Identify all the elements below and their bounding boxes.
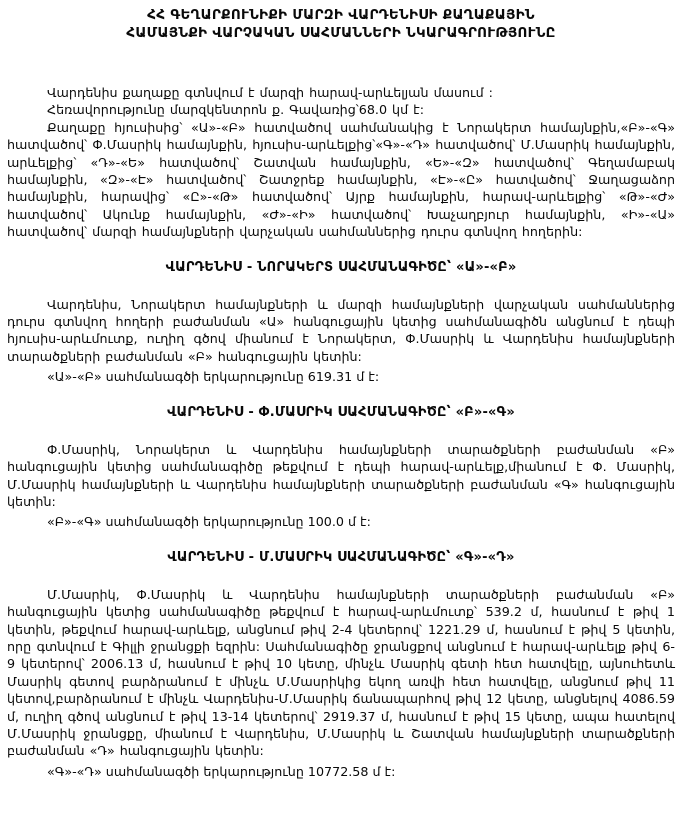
document-title-line-2: ՀԱՄԱՅՆՔԻ ՎԱՐՉԱԿԱՆ ՍԱՀՄԱՆՆԵՐԻ ՆԿԱՐԱԳՐՈՒԹՅՈՒՆԸ: [126, 25, 556, 41]
intro-paragraph-location: Վարդենիս քաղաքը գտնվում է մարզի հարավ-արևելյան մասում :: [47, 85, 493, 100]
section-body-norakert: Վարդենիս, Նորակերտ համայնքների և մարզի համայնքների վարչական սահմաններից դուրս գտնվող հողերի բաժանման «Ա» հանգուցային կետից սահմանագիծն անցնում է դեպի հյուսիս-արևմուտք, ուղիղ գծով միանում է Նորակերտ, Փ.Մասրիկ և Վարդենիս համայնքների տարածքների բաժանման «Բ» հանգուցային կետին:: [7, 296, 675, 364]
boundary-length-line-a-b: «Ա»-«Բ» սահմանագծի երկարությունը 619.31 մ է:: [47, 369, 380, 385]
section-p-masrik: [7, 405, 675, 531]
boundary-length-line-b-g: «Բ»-«Գ» սահմանագծի երկարությունը 100.0 մ է:: [47, 514, 371, 530]
section-heading-norakert: ՎԱՐԴԵՆԻՍ - ՆՈՐԱԿԵՐՏ ՍԱՀՄԱՆԱԳԻԾԸ՝ «Ա»-«Բ»: [165, 259, 517, 275]
section-body-m-masrik: Մ.Մասրիկ, Փ.Մասրիկ և Վարդենիս համայնքների տարածքների բաժանման «Բ» հանգուցային կետից սահմանագիծը թեքվում է հարավ-արևմուտք՝ 539.2 մ, հասնում է թիվ 1 կետին, թեքվում հարավ-արևելք, անցնում թիվ 2-4 կետերով՝ 1221.29 մ, հասնում է թիվ 5 կետին, որը գտնվում է Գիլլի ջրանցքի եզրին: Սահմանագիծը ջրանցքով անցնում է հարավ-արևելք թիվ 6-9 կետերով՝ 2006.13 մ, հասնում է թիվ 10 կետը, մինչև Մասրիկ գետի հետ հատվելը, այնուհետև Մասրիկ գետով բարձրանում է մինչև Մ.Մասրիկից եկող առվի հետ հատվելը, անցնում թիվ 11 կետով,բարձրանում է մինչև Վարդենիս-Մ.Մասրիկ ճանապարհով թիվ 12 կետը, անցնելով 4086.59 մ, ուղիղ գծով անցնում է թիվ 13-14 կետերով՝ 2919.37 մ, հասնում է թիվ 15 կետը, ապա հատելով Մ.Մասրիկ ջրանցքը, միանում է Վարդենիս, Մ.Մասրիկ և Շատվան համայնքների տարածքների բաժանման «Դ» հանգուցային կետին:: [7, 586, 675, 759]
boundary-length-line-g-d: «Գ»-«Դ» սահմանագծի երկարությունը 10772.58 մ է:: [47, 763, 396, 779]
section-norakert: [7, 260, 675, 386]
section-heading-m-masrik: ՎԱՐԴԵՆԻՍ - Մ.ՄԱՍՐԻԿ ՍԱՀՄԱՆԱԳԻԾԸ՝ «Գ»-«Դ»: [167, 549, 515, 565]
section-m-masrik: [7, 550, 675, 780]
intro-paragraph-borders: Քաղաքը հյուսիսից՝ «Ա»-«Բ» հատվածով սահմանակից է Նորակերտ համայնքին,«Բ»-«Գ» հատվածով՝ Փ.Մասրիկ համայնքին, հյուսիս-արևելքից՝«Գ»-«Դ» հատվածով՝ Մ.Մասրիկ համայնքին, արևելքից՝ «Դ»-«Ե» հատվածով՝ Շատվան համայնքին, «Ե»-«Զ» հատվածով՝ Գեղամաբակ համայնքին, «Զ»-«Է» հատվածով՝ Շատջրեք համայնքին, «Է»-«Ը» հատվածով՝ Ջաղացաձոր համայնքին, հարավից՝ «Ը»-«Թ» հատվածով՝ Այրք համայնքին, հարավ-արևելքից՝ «Թ»-«Ժ» հատվածով՝ Ակունք համայնքին, «Ժ»-«Ի» հատվածով՝ Խաչաղբյուր համայնքին, «Ի»-«Ա» հատվածով՝ մարզի համայնքների վարչական սահմաններից դուրս գտնվող հողերին:: [7, 119, 675, 240]
section-body-p-masrik: Փ.Մասրիկ, Նորակերտ և Վարդենիս համայնքների տարածքների բաժանման «Բ» հանգուցային կետից սահմանագիծը թեքվում է դեպի հարավ-արևելք,միանում է Փ. Մասրիկ, Մ.Մասրիկ համայնքների և Վարդենիս համայնքների տարածքների բաժանման «Գ» հանգուցային կետին:: [7, 441, 675, 509]
document-title-line-1: ՀՀ ԳԵՂԱՐՔՈՒՆԻՔԻ ՄԱՐԶԻ ՎԱՐԴԵՆԻՍԻ ՔԱՂԱՔԱՅԻՆ: [147, 7, 535, 23]
document-title: [7, 6, 675, 42]
section-heading-p-masrik: ՎԱՐԴԵՆԻՍ - Փ.ՄԱՍՐԻԿ ՍԱՀՄԱՆԱԳԻԾԸ՝ «Բ»-«Գ»: [167, 404, 515, 420]
intro-paragraph-distance: Հեռավորությունը մարզկենտրոն ք. Գավառից՝68.0 կմ է:: [47, 102, 424, 118]
